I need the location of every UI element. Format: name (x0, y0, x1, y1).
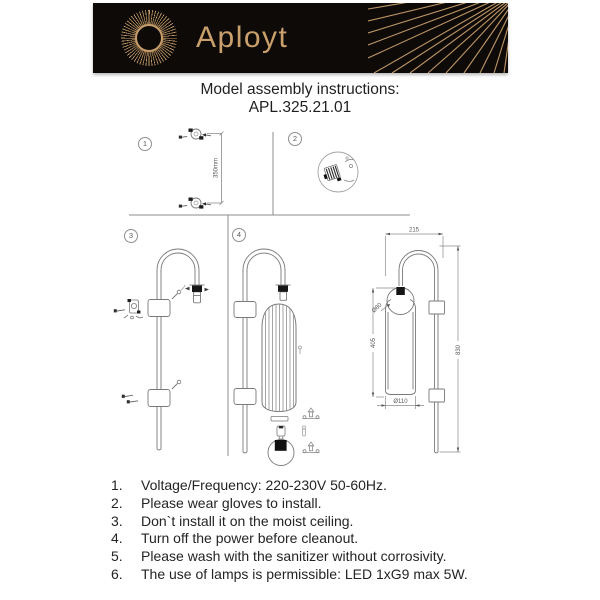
instruction-text: Voltage/Frequency: 220-230V 50-60Hz. (141, 477, 387, 493)
dim-height-label: 830 (456, 344, 462, 356)
instruction-number: 5. (111, 548, 123, 565)
page-title: Model assembly instructions: (200, 81, 400, 98)
instruction-item (111, 549, 541, 563)
step-1-badge: 1 (138, 137, 152, 151)
instruction-number: 6. (111, 565, 123, 582)
step1-bracket-diagram (179, 129, 224, 209)
step2-wiring-detail-diagram (318, 152, 358, 192)
dimension-drawing (369, 228, 463, 453)
step4-shade-assembly-diagram (234, 249, 320, 466)
instruction-item (111, 496, 541, 510)
glass-shade (262, 304, 296, 412)
instruction-number: 3. (111, 512, 123, 529)
instruction-item (111, 531, 541, 545)
g9-bulb (277, 426, 285, 441)
lamp-socket (192, 286, 202, 293)
instruction-item (111, 478, 541, 492)
dim-shade-diameter-label: Ø80 (371, 302, 384, 315)
dim-shade-height-label: 405 (371, 337, 377, 349)
instruction-list (111, 478, 541, 585)
instruction-item (111, 567, 541, 581)
instruction-number: 1. (111, 477, 123, 493)
step3-pole-assembly-diagram (114, 249, 209, 450)
instruction-text: Please wear gloves to install. (141, 494, 322, 511)
step-2-badge: 2 (288, 132, 302, 146)
model-number: APL.325.21.01 (248, 99, 352, 116)
instruction-text: Don`t install it on the moist ceiling. (141, 512, 354, 529)
dim-shade-width-label: Ø110 (393, 399, 408, 405)
step-4-badge: 4 (232, 228, 246, 242)
bracket-spacing-label: 350mm (213, 157, 220, 179)
instruction-number: 2. (111, 494, 123, 511)
instruction-number: 4. (111, 530, 123, 547)
step-3-badge: 3 (124, 229, 138, 243)
instruction-text: Please wash with the sanitizer without corrosivity. (141, 548, 447, 565)
instruction-text: Turn off the power before cleanout. (141, 530, 359, 547)
instruction-text: The use of lamps is permissible: LED 1xG9 max 5W. (141, 565, 468, 582)
brand-name: Aployt (196, 21, 289, 54)
instruction-item (111, 514, 541, 528)
dim-width-label: 215 (408, 227, 420, 234)
